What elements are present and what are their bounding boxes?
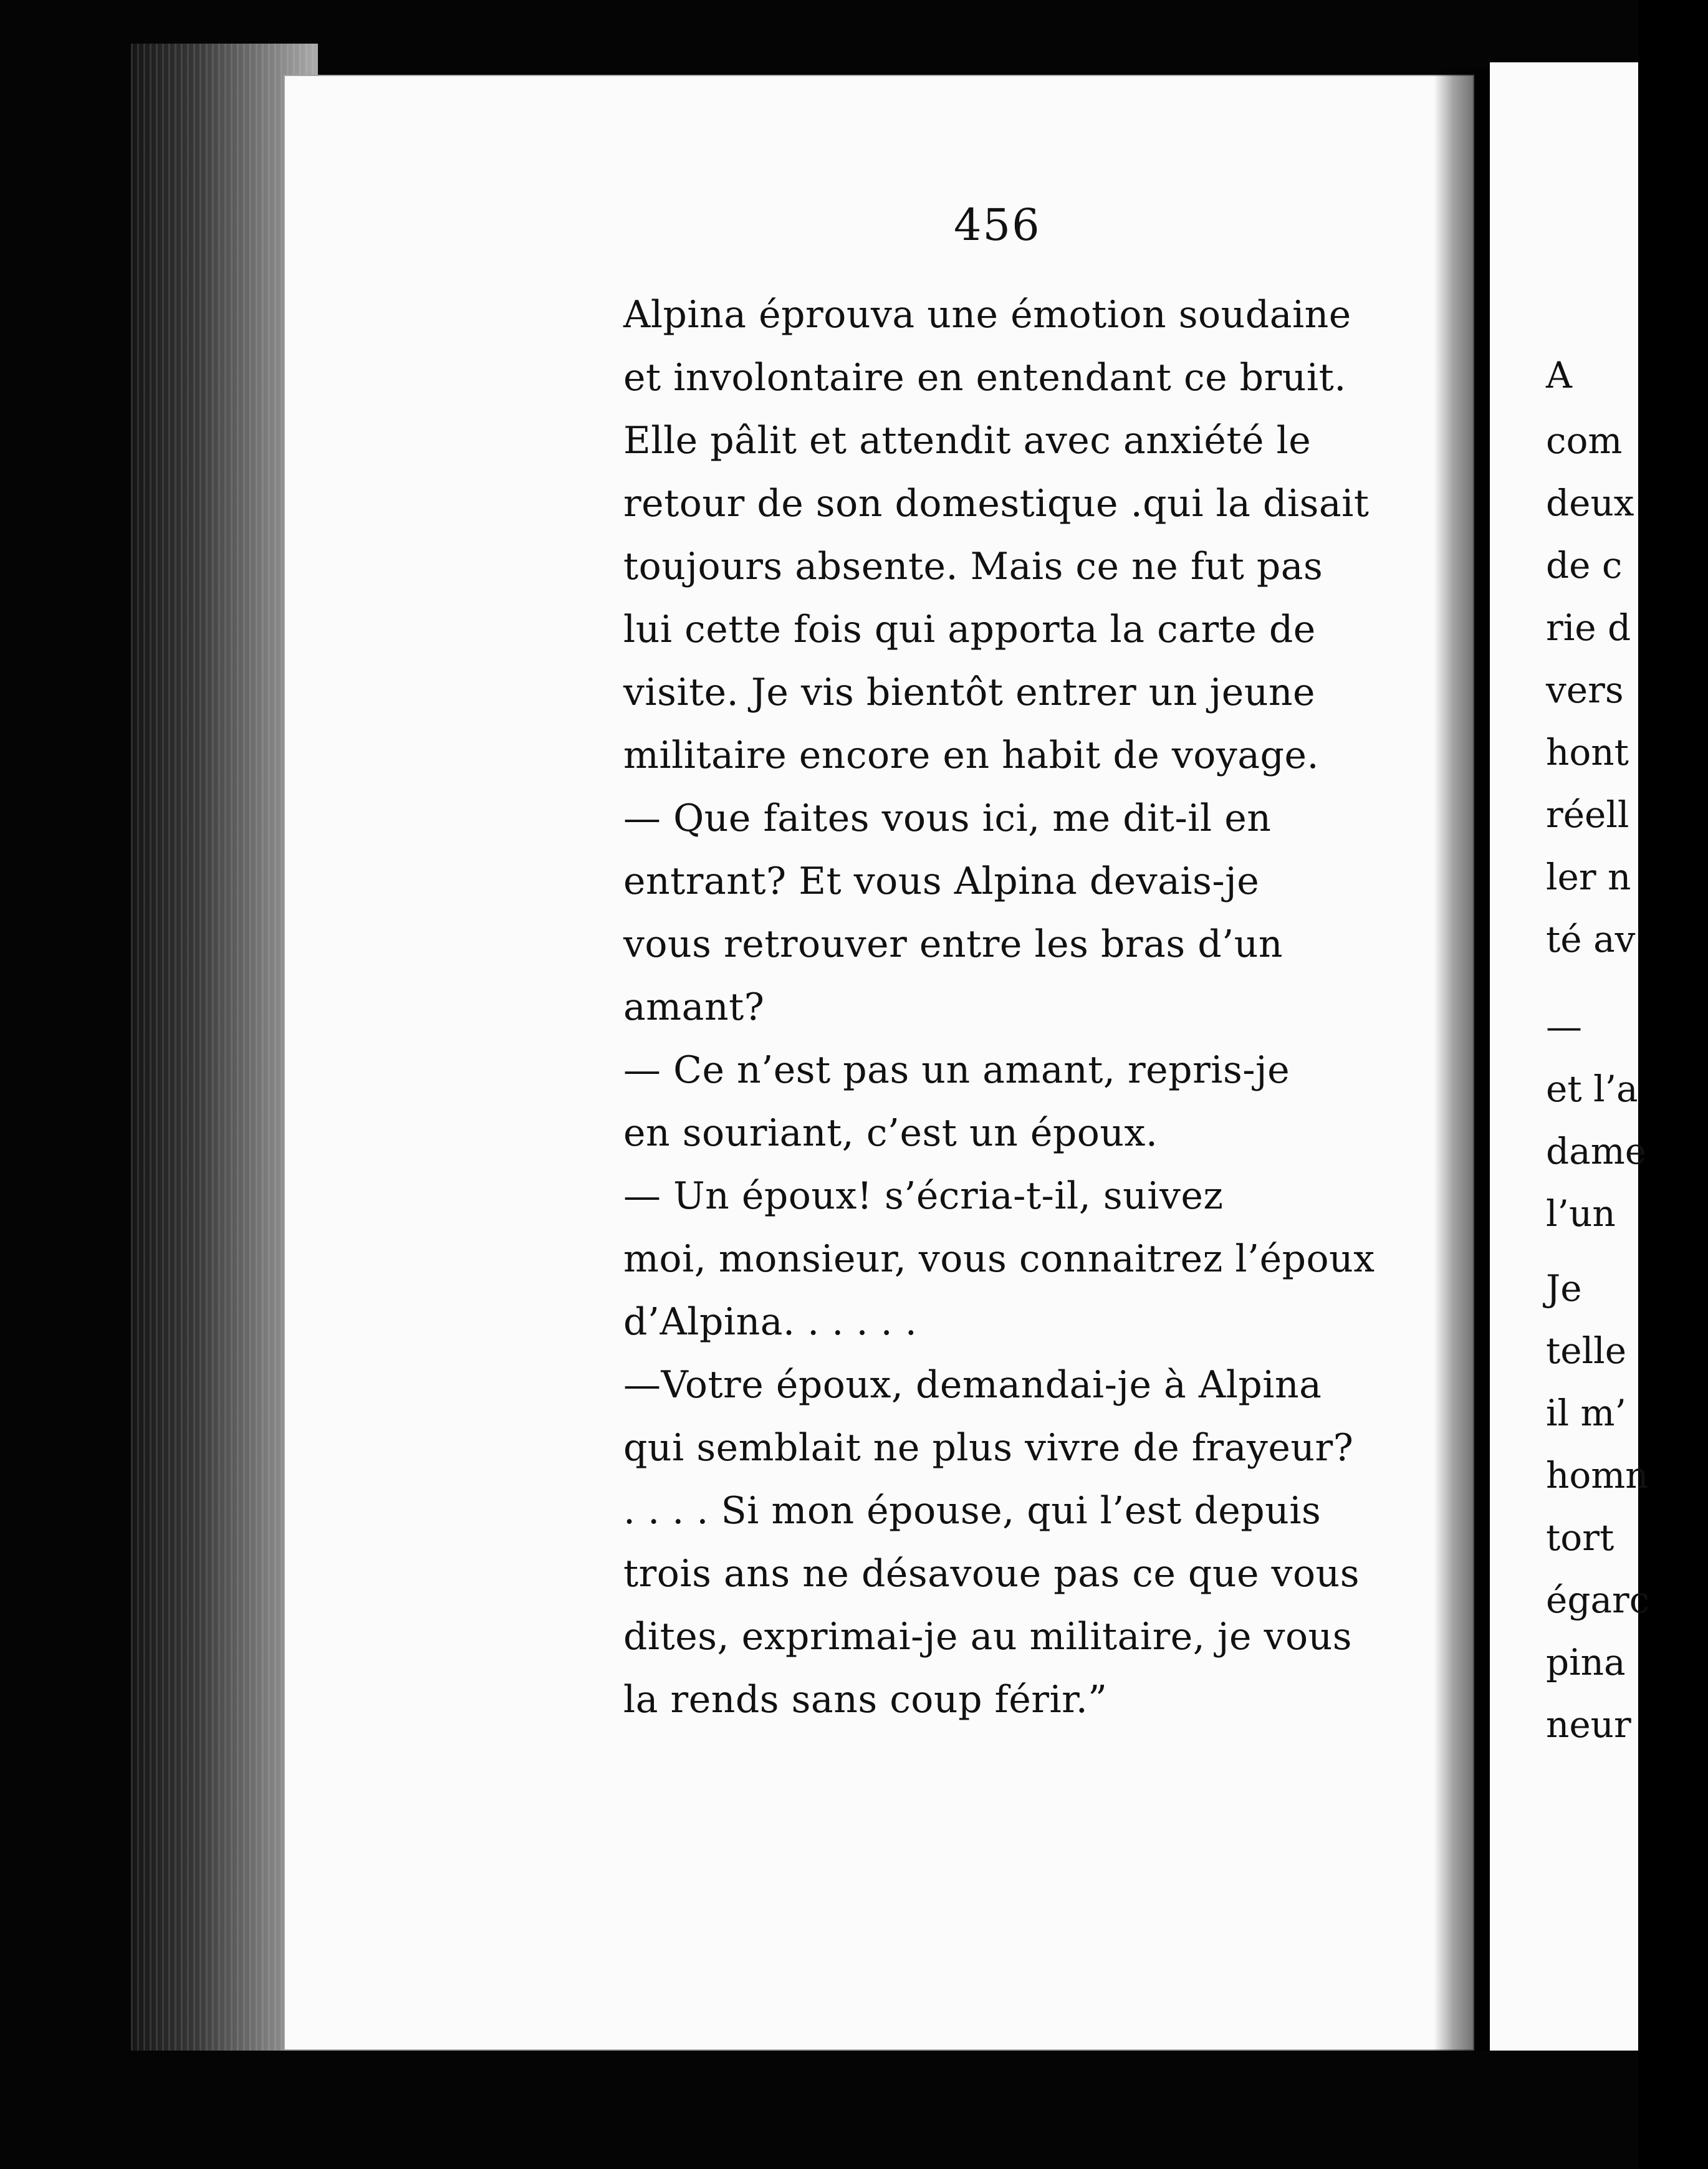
right-page-line: pina [1546, 1641, 1626, 1683]
page-number: 456 [954, 199, 1041, 251]
right-page-line: — [1546, 1005, 1582, 1048]
right-page-line: com [1546, 419, 1623, 462]
text-line: la rends sans coup férir.” [623, 1678, 1108, 1721]
text-line: — Ce n’est pas un amant, repris-je [623, 1048, 1290, 1092]
right-page-line: A [1546, 354, 1572, 396]
right-page-line: vers [1546, 669, 1624, 711]
text-line: lui cette fois qui apporta la carte de [623, 608, 1316, 651]
text-line: d’Alpina. . . . . . [623, 1300, 918, 1344]
text-line: dites, exprimai-je au militaire, je vous [623, 1615, 1353, 1659]
right-page-line: deux [1546, 482, 1634, 524]
right-page-line: té av [1546, 918, 1636, 960]
right-page-line: et l’a [1546, 1068, 1638, 1110]
text-line: visite. Je vis bientôt entrer un jeune [623, 671, 1316, 714]
right-page-line: homn [1546, 1454, 1649, 1496]
right-page-line: l’un [1546, 1192, 1616, 1235]
text-line: et involontaire en entendant ce bruit. [623, 356, 1346, 400]
right-page-line: telle [1546, 1329, 1627, 1372]
text-line: entrant? Et vous Alpina devais-je [623, 859, 1260, 903]
right-page-line: réell [1546, 793, 1629, 836]
right-page-fragment [1490, 62, 1650, 2051]
right-page-line: de c [1546, 544, 1623, 587]
right-page-line: dame [1546, 1130, 1647, 1172]
text-line: qui semblait ne plus vivre de frayeur? [623, 1426, 1354, 1470]
text-line: . . . . Si mon épouse, qui l’est depuis [623, 1489, 1322, 1533]
right-page-line: hont [1546, 731, 1629, 773]
right-page-line: neur [1546, 1703, 1631, 1746]
right-page-line: Je [1546, 1267, 1582, 1310]
text-line: en souriant, c’est un époux. [623, 1111, 1158, 1155]
text-line: toujours absente. Mais ce ne fut pas [623, 545, 1323, 588]
right-page-line: tort [1546, 1516, 1614, 1559]
right-page-line: ler n [1546, 856, 1631, 898]
text-line: militaire encore en habit de voyage. [623, 734, 1320, 777]
right-page-line: égarc [1546, 1579, 1650, 1621]
left-page-text [623, 284, 1384, 1731]
text-line: vous retrouver entre les bras d’un [623, 922, 1283, 966]
text-line: — Un époux! s’écria-t-il, suivez [623, 1174, 1224, 1218]
text-line: retour de son domestique .qui la disait [623, 482, 1370, 525]
right-page-line: rie d [1546, 606, 1631, 649]
right-page-line: il m’ [1546, 1392, 1626, 1434]
binding-gutter-shadow [1434, 69, 1490, 2051]
text-line: Alpina éprouva une émotion soudaine [623, 293, 1351, 337]
text-line: — Que faites vous ici, me dit-il en [623, 797, 1272, 840]
text-line: —Votre époux, demandai-je à Alpina [623, 1363, 1322, 1407]
text-line: Elle pâlit et attendit avec anxiété le [623, 419, 1312, 462]
text-line: moi, monsieur, vous connaitrez l’époux [623, 1237, 1375, 1281]
right-page-text-lines [1546, 62, 1708, 2051]
text-line: amant? [623, 985, 765, 1029]
text-line: trois ans ne désavoue pas ce que vous [623, 1552, 1360, 1596]
